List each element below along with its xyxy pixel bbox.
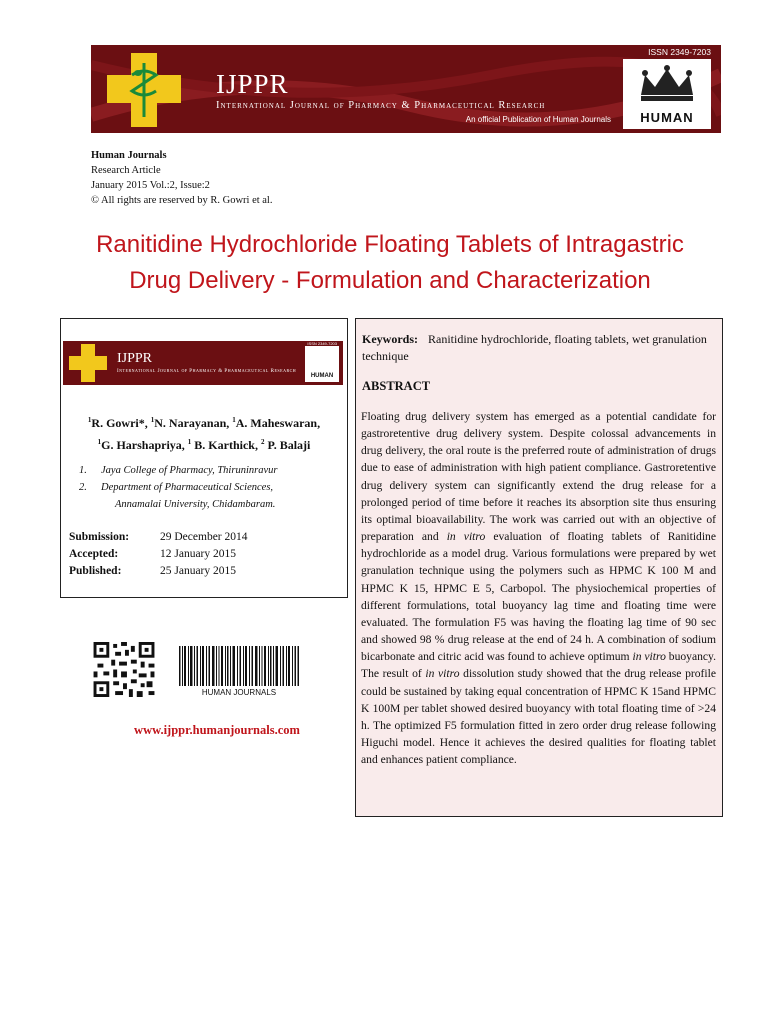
publisher-logo-text: HUMAN [640,110,694,125]
medical-cross-logo [107,53,181,127]
issn-number: ISSN 2349-7203 [648,47,711,57]
accepted-date: Accepted: 12 January 2015 [69,548,237,560]
mini-journal-abbreviation: IJPPR [117,351,153,366]
author-name: B. Karthick, [191,438,261,452]
issue-info: January 2015 Vol.:2, Issue:2 [91,180,210,191]
published-date: Published: 25 January 2015 [69,565,237,577]
keywords [362,331,712,365]
crown-icon [637,65,697,103]
journal-website-link[interactable]: www.ijppr.humanjournals.com [134,723,300,737]
article-title-line-2: Drug Delivery - Formulation and Characterization [129,267,651,294]
abstract-card [355,318,723,817]
keywords-text: Ranitidine hydrochloride, floating tablets, wet granulation technique [362,332,707,363]
journal-banner [91,45,721,133]
journal-abbreviation: IJPPR [216,69,289,99]
authors-line-2: $^1$G. Harshapriya, $^1$ B. Karthick, $^2$ P. Balaji [97,438,311,452]
author-list [61,411,347,455]
mini-issn: ISSN 2349-7203 [307,341,337,346]
article-type: Research Article [91,165,161,176]
affiliation-2-continued: Annamalai University, Chidambaram. [115,499,276,510]
affiliation-1: 1. Jaya College of Pharmacy, Thiruninravur [79,465,278,476]
qr-code-icon [93,642,155,697]
publication-note: An official Publication of Human Journals [465,115,611,124]
author-name: A. Maheswaran, [235,416,321,430]
mini-journal-banner [63,341,343,385]
journal-full-name: International Journal of Pharmacy & Pharmaceutical Research [216,100,546,111]
author-name: P. Balaji [264,438,311,452]
author-name: R. Gowri*, [91,416,151,430]
caduceus-icon [124,61,164,119]
mini-journal-full-name: International Journal of Pharmacy & Pharmaceutical Research [117,369,297,374]
author-name: N. Narayanan, [154,416,233,430]
publication-dates [69,529,248,580]
mini-cross-logo [69,344,107,382]
article-meta [91,148,272,208]
author-name: G. Harshapriya, [101,438,188,452]
copyright-notice: © All rights are reserved by R. Gowri et al. [91,195,273,206]
mini-publisher-logo: HUMAN [305,346,339,382]
article-info-card [60,318,348,598]
barcode-icon [179,646,299,686]
abstract-heading: ABSTRACT [362,379,431,393]
abstract-text: Floating drug delivery system has emerged as a potential candidate for gastroretentive drug delivery system. Despite colossal advancements in drug delivery, the oral route is the preferred route of administration of drugs due to ease of administration with high patient compliance. Gastroretentive drug delivery system can significantly extend the drug release for a prolonged period of time before it reaches its absorption site thus ensuring its optimal bioavailability. The work was carried out with an objective of preparation and in vitro evaluation of floating tablets of Ranitidine hydrochloride as a model drug. Various formulations were prepared by wet granulation technique using the polymers such as HPMC K 100 M and HPMC K 15, HPMC E 5, Carbopol. The physiochemical properties of different formulations, total buoyancy lag time and floating time were evaluated. The formulation F5 was having the floating lag time of 90 sec and showed 98 % drug release at the end of 24 h. A combination of sodium bicarbonate and citric acid was found to achieve optimum in vitro buoyancy. The result of in vitro dissolution study showed that the drug release profile could be sustained by taking equal concentration of HPMC K 15and HPMC K 100M per tablet showed desired buoyancy with total floating time of >24 h. The optimized F5 formulation fitted in zero order drug release following Higuchi model. Hence it achieves the desired qualities for floating tablet and enhances patient compliance. [361,410,717,767]
authors-line-1: $^1$R. Gowri*, $^1$N. Narayanan, $^1$A. Maheswaran, [87,416,321,430]
affiliations [79,462,339,513]
barcode-label: HUMAN JOURNALS [201,688,277,697]
journal-name: Human Journals [91,150,167,161]
keywords-label: Keywords: [362,332,418,346]
publisher-logo [623,59,711,129]
submission-date: Submission: 29 December 2014 [69,531,248,543]
article-title-line-1: Ranitidine Hydrochloride Floating Tablets of Intragastric [96,231,684,258]
affiliation-2: 2. Department of Pharmaceutical Sciences, [79,482,274,493]
